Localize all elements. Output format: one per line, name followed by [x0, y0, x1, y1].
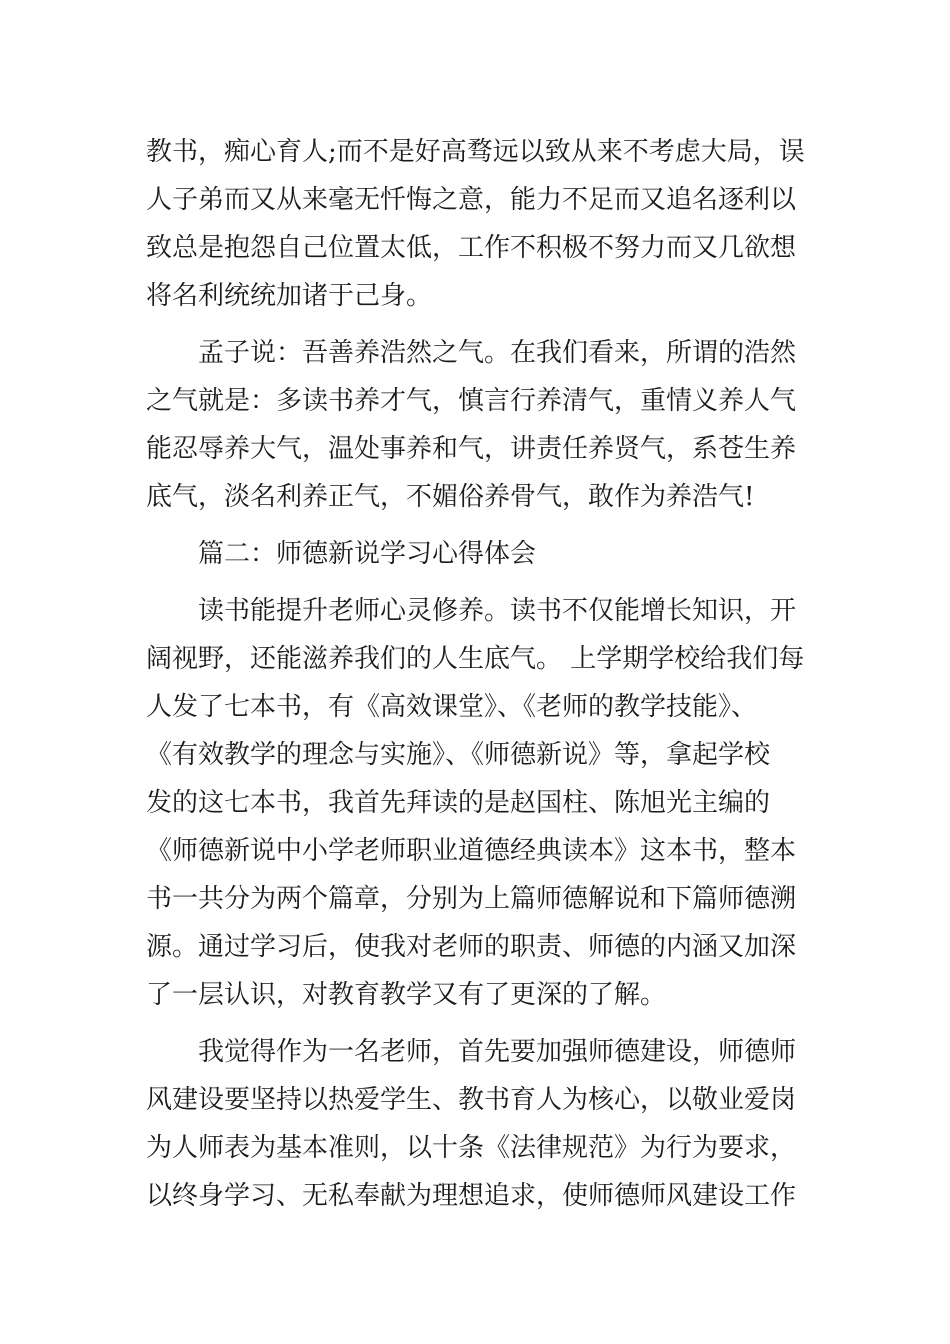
- text-line: 了一层认识，对教育教学又有了更深的了解。: [146, 980, 667, 1010]
- document-body: [146, 128, 806, 1220]
- text-line: 人子弟而又从来毫无忏悔之意，能力不足而又追名逐利以: [146, 185, 797, 215]
- text-line: 我觉得作为一名老师，首先要加强师德建设，师德师: [146, 1037, 797, 1067]
- text-line: 《有效教学的理念与实施》、《师德新说》等，拿起学校: [146, 740, 771, 770]
- text-line: 为人师表为基本准则，以十条《法律规范》为行为要求，: [146, 1133, 797, 1163]
- text-line: 《师德新说中小学老师职业道德经典读本》这本书，整本: [146, 836, 797, 866]
- text-line: 孟子说：吾善养浩然之气。在我们看来，所谓的浩然: [146, 338, 797, 368]
- text-line: 书一共分为两个篇章，分别为上篇师德解说和下篇师德溯: [146, 884, 797, 914]
- text-line: 教书，痴心育人;而不是好高骛远以致从来不考虑大局，误: [146, 137, 805, 167]
- text-line: 以终身学习、无私奉献为理想追求，使师德师风建设工作: [146, 1181, 797, 1211]
- section-heading: 篇二：师德新说学习心得体会: [146, 539, 537, 569]
- text-line: 阔视野，还能滋养我们的人生底气。 上学期学校给我们每: [146, 644, 805, 674]
- text-line: 将名利统统加诸于己身。: [146, 281, 433, 311]
- text-line: 人发了七本书，有《高效课堂》、《老师的教学技能》、: [146, 692, 758, 722]
- text-line: 发的这七本书，我首先拜读的是赵国柱、陈旭光主编的: [146, 788, 771, 818]
- text-line: 致总是抱怨自己位置太低，工作不积极不努力而又几欲想: [146, 233, 797, 263]
- text-line: 底气，淡名利养正气，不媚俗养骨气，敢作为养浩气!: [146, 482, 755, 512]
- text-line: 源。通过学习后，使我对老师的职责、师德的内涵又加深: [146, 932, 797, 962]
- text-line: 风建设要坚持以热爱学生、教书育人为核心，以敬业爱岗: [146, 1085, 797, 1115]
- text-line: 之气就是：多读书养才气，慎言行养清气，重情义养人气: [146, 386, 797, 416]
- text-line: 能忍辱养大气，温处事养和气，讲责任养贤气，系苍生养: [146, 434, 797, 464]
- text-line: 读书能提升老师心灵修养。读书不仅能增长知识，开: [146, 596, 797, 626]
